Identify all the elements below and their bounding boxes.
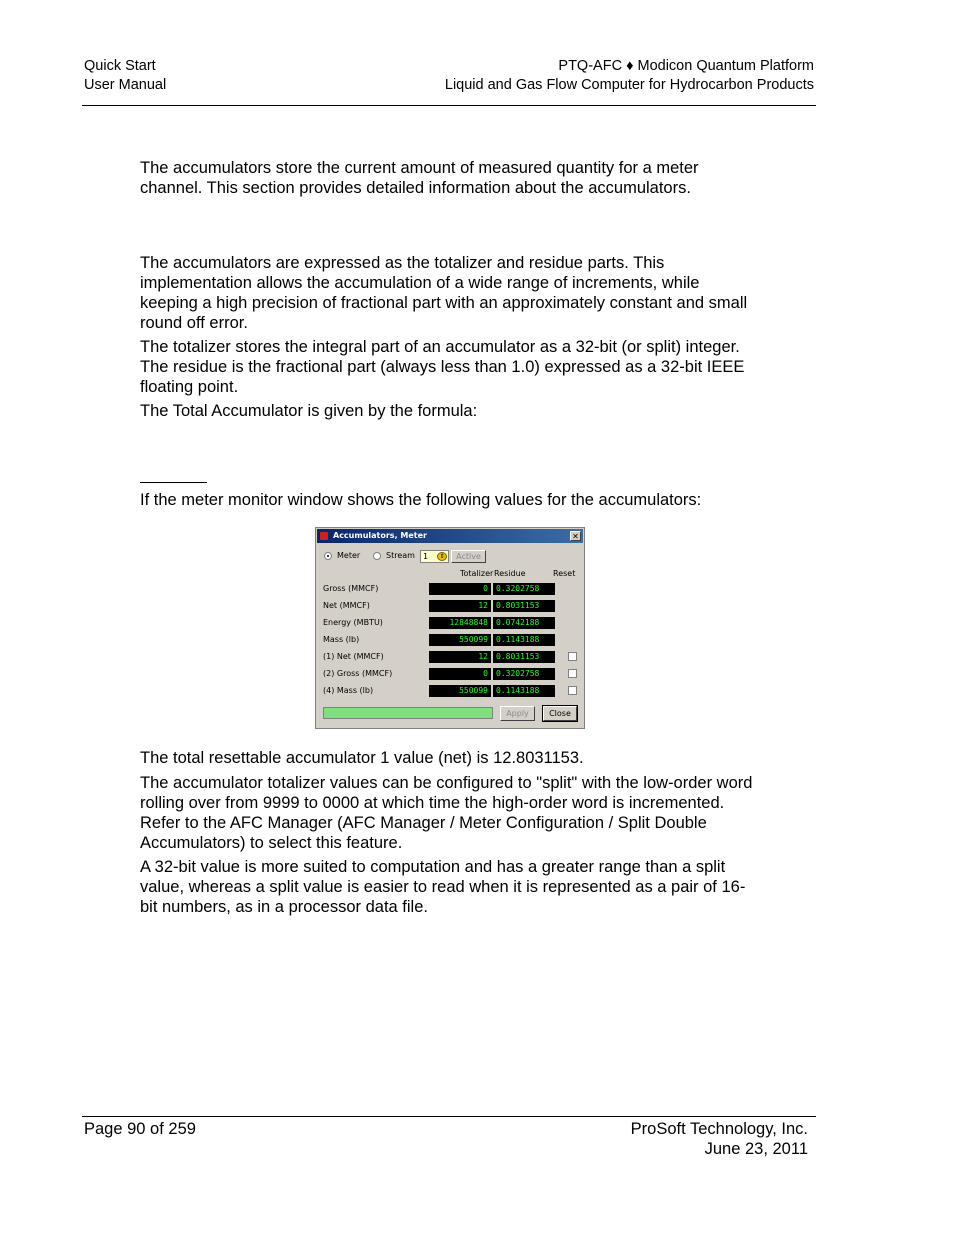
header-left xyxy=(84,57,166,95)
residue-value: 0.8031153 xyxy=(493,600,555,612)
paragraph-monitor: If the meter monitor window shows the following values for the accumulators: xyxy=(140,491,702,509)
close-button[interactable]: Close xyxy=(543,706,577,721)
paragraph-32bit: A 32-bit value is more suited to computation and has a greater range than a split value, whereas a split value is easier to read when it is represented as a pair of 16-bit numbers, as in a processor data file. xyxy=(140,858,746,916)
totalizer-value: 0 xyxy=(429,668,491,680)
row-label: (4) Mass (lb) xyxy=(323,686,374,695)
col-totalizer: Totalizer xyxy=(460,569,494,578)
paragraph-integral-part: The totalizer stores the integral part of an accumulator as a 32-bit (or split) integer. The residue is the fractional part (always less than 1.0) expressed as a 32-bit IEEE floating point. xyxy=(140,338,745,396)
channel-value: 1 xyxy=(423,552,429,561)
totalizer-value: 12 xyxy=(429,600,491,612)
row-label: Gross (MMCF) xyxy=(323,584,379,593)
reset-checkbox[interactable] xyxy=(568,686,577,695)
row-label: Net (MMCF) xyxy=(323,601,370,610)
residue-value: 0.1143188 xyxy=(493,685,555,697)
row-label: Mass (lb) xyxy=(323,635,360,644)
totalizer-value: 12 xyxy=(429,651,491,663)
accumulators-dialog xyxy=(315,527,585,729)
totalizer-value: 12848848 xyxy=(429,617,491,629)
row-label: (2) Gross (MMCF) xyxy=(323,669,393,678)
paragraph-net-value: The total resettable accumulator 1 value (net) is 12.8031153. xyxy=(140,749,584,767)
company-name: ProSoft Technology, Inc. xyxy=(630,1120,808,1138)
residue-value: 0.8031153 xyxy=(493,651,555,663)
paragraph-split: The accumulator totalizer values can be configured to "split" with the low-order word rolling over from 9999 to 0000 at which time the high-order word is incremented. Refer to the AFC Manager (AFC Manager / Meter Configuration / Split Double Accumulators) to select this feature. xyxy=(140,774,753,852)
progress-bar xyxy=(323,707,493,719)
reset-checkbox[interactable] xyxy=(568,652,577,661)
residue-value: 0.0742188 xyxy=(493,617,555,629)
col-reset: Reset xyxy=(553,569,576,578)
stream-radio[interactable] xyxy=(373,552,381,560)
residue-value: 0.3202758 xyxy=(493,668,555,680)
col-residue: Residue xyxy=(494,569,526,578)
example-rule xyxy=(140,482,207,483)
active-button[interactable]: Active xyxy=(451,550,486,563)
row-label: Energy (MBTU) xyxy=(323,618,383,627)
header-description: Liquid and Gas Flow Computer for Hydrocarbon Products xyxy=(444,77,814,93)
header-manual-type: User Manual xyxy=(84,77,167,93)
publish-date: June 23, 2011 xyxy=(704,1140,808,1158)
footer-right xyxy=(631,1119,808,1159)
meter-radio-label: Meter xyxy=(337,551,361,560)
channel-spinner[interactable] xyxy=(420,550,449,563)
paragraph-totalizer-residue: The accumulators are expressed as the totalizer and residue parts. This implementation allows the accumulation of a wide range of increments, while keeping a high precision of fractional part with an approximately constant and small round off error. xyxy=(140,254,748,332)
footer-rule xyxy=(82,1116,816,1117)
row-label: (1) Net (MMCF) xyxy=(323,652,384,661)
header-right xyxy=(445,57,814,95)
header-rule xyxy=(82,105,816,106)
app-icon xyxy=(320,532,328,540)
dialog-titlebar xyxy=(317,529,583,543)
page-number: Page 90 of 259 xyxy=(84,1120,196,1138)
meter-radio[interactable] xyxy=(324,552,332,560)
paragraph-intro: The accumulators store the current amount of measured quantity for a meter channel. This section provides detailed information about the accumulators. xyxy=(140,159,699,197)
stream-radio-label: Stream xyxy=(386,551,415,560)
reset-checkbox[interactable] xyxy=(568,669,577,678)
residue-value: 0.3202758 xyxy=(493,583,555,595)
totalizer-value: 0 xyxy=(429,583,491,595)
header-doc-type: Quick Start xyxy=(84,58,156,74)
apply-button[interactable]: Apply xyxy=(500,706,535,721)
close-icon[interactable]: ✕ xyxy=(570,531,581,541)
dialog-title: Accumulators, Meter xyxy=(333,531,427,540)
header-product: PTQ-AFC ♦ Modicon Quantum Platform xyxy=(558,58,814,74)
spin-arrows-icon[interactable]: ⇕ xyxy=(437,552,447,561)
residue-value: 0.1143188 xyxy=(493,634,555,646)
paragraph-formula: The Total Accumulator is given by the formula: xyxy=(140,402,478,420)
totalizer-value: 550099 xyxy=(429,634,491,646)
totalizer-value: 550099 xyxy=(429,685,491,697)
